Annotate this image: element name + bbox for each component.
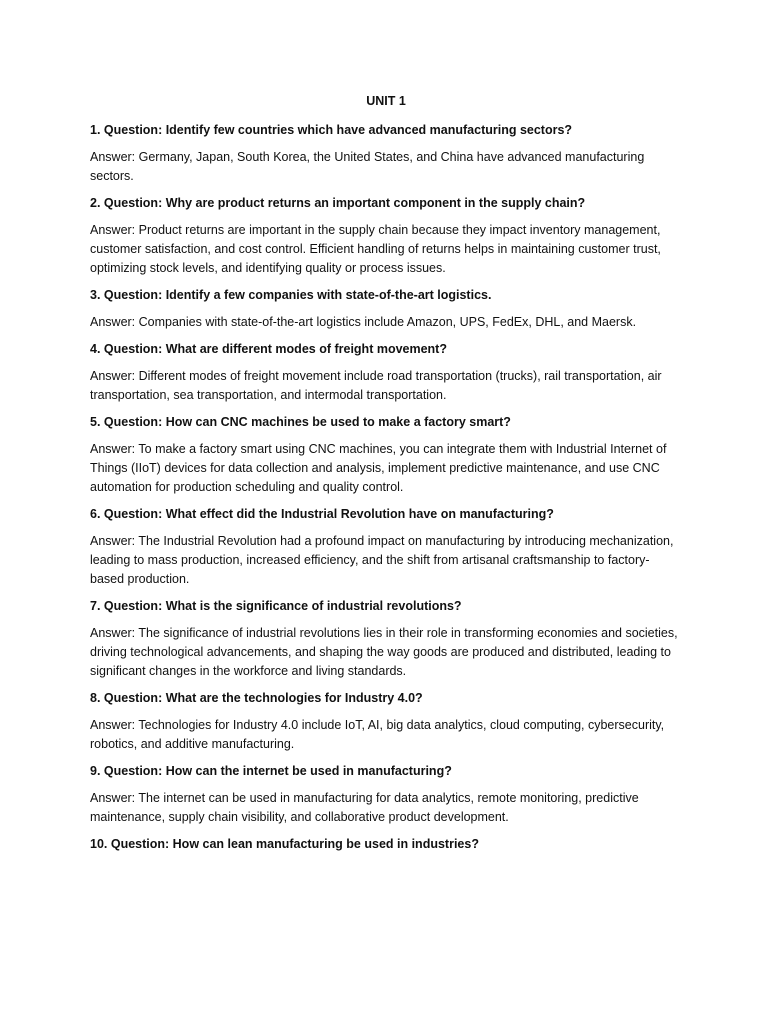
answer-6: Answer: The Industrial Revolution had a profound impact on manufacturing by introducing mechanization, leading to mass production, increased efficiency, and the shift from artisanal craftsmanship to factory-based production. — [90, 534, 674, 586]
qa-item-8 — [90, 691, 682, 754]
question-10: 10. Question: How can lean manufacturing be used in industries? — [90, 837, 479, 851]
qa-item-5 — [90, 415, 682, 497]
answer-8: Answer: Technologies for Industry 4.0 include IoT, AI, big data analytics, cloud computing, cybersecurity, robotics, and additive manufacturing. — [90, 718, 665, 751]
answer-4: Answer: Different modes of freight movement include road transportation (trucks), rail transportation, air transportation, sea transportation, and intermodal transportation. — [90, 369, 662, 402]
document-content — [90, 94, 682, 866]
question-5: 5. Question: How can CNC machines be used to make a factory smart? — [90, 415, 511, 429]
question-3: 3. Question: Identify a few companies with state-of-the-art logistics. — [90, 288, 492, 302]
answer-2: Answer: Product returns are important in the supply chain because they impact inventory management, customer satisfaction, and cost control. Efficient handling of returns helps in maintaining customer trust, optimizing stock levels, and identifying quality or process issues. — [90, 223, 661, 275]
qa-item-3 — [90, 288, 682, 332]
question-9: 9. Question: How can the internet be used in manufacturing? — [90, 764, 452, 778]
document-title: UNIT 1 — [366, 94, 406, 108]
qa-item-1 — [90, 123, 682, 186]
answer-7: Answer: The significance of industrial revolutions lies in their role in transforming economies and societies, driving technological advancements, and shaping the way goods are produced and distributed, leading to significant changes in the workforce and living standards. — [90, 626, 678, 678]
question-7: 7. Question: What is the significance of industrial revolutions? — [90, 599, 462, 613]
qa-item-4 — [90, 342, 682, 405]
question-6: 6. Question: What effect did the Industrial Revolution have on manufacturing? — [90, 507, 554, 521]
question-4: 4. Question: What are different modes of freight movement? — [90, 342, 447, 356]
answer-9: Answer: The internet can be used in manufacturing for data analytics, remote monitoring, predictive maintenance, supply chain visibility, and collaborative product development. — [90, 791, 639, 824]
qa-item-6 — [90, 507, 682, 589]
question-2: 2. Question: Why are product returns an important component in the supply chain? — [90, 196, 586, 210]
answer-1: Answer: Germany, Japan, South Korea, the United States, and China have advanced manufacturing sectors. — [90, 150, 645, 183]
qa-item-9 — [90, 764, 682, 827]
answer-3: Answer: Companies with state-of-the-art logistics include Amazon, UPS, FedEx, DHL, and Maersk. — [90, 315, 637, 329]
qa-item-10 — [90, 837, 682, 852]
question-8: 8. Question: What are the technologies for Industry 4.0? — [90, 691, 423, 705]
question-1: 1. Question: Identify few countries which have advanced manufacturing sectors? — [90, 123, 573, 137]
qa-item-2 — [90, 196, 682, 278]
qa-item-7 — [90, 599, 682, 681]
answer-5: Answer: To make a factory smart using CNC machines, you can integrate them with Industrial Internet of Things (IIoT) devices for data collection and analysis, implement predictive maintenance, and use CNC automation for production scheduling and quality control. — [90, 442, 667, 494]
